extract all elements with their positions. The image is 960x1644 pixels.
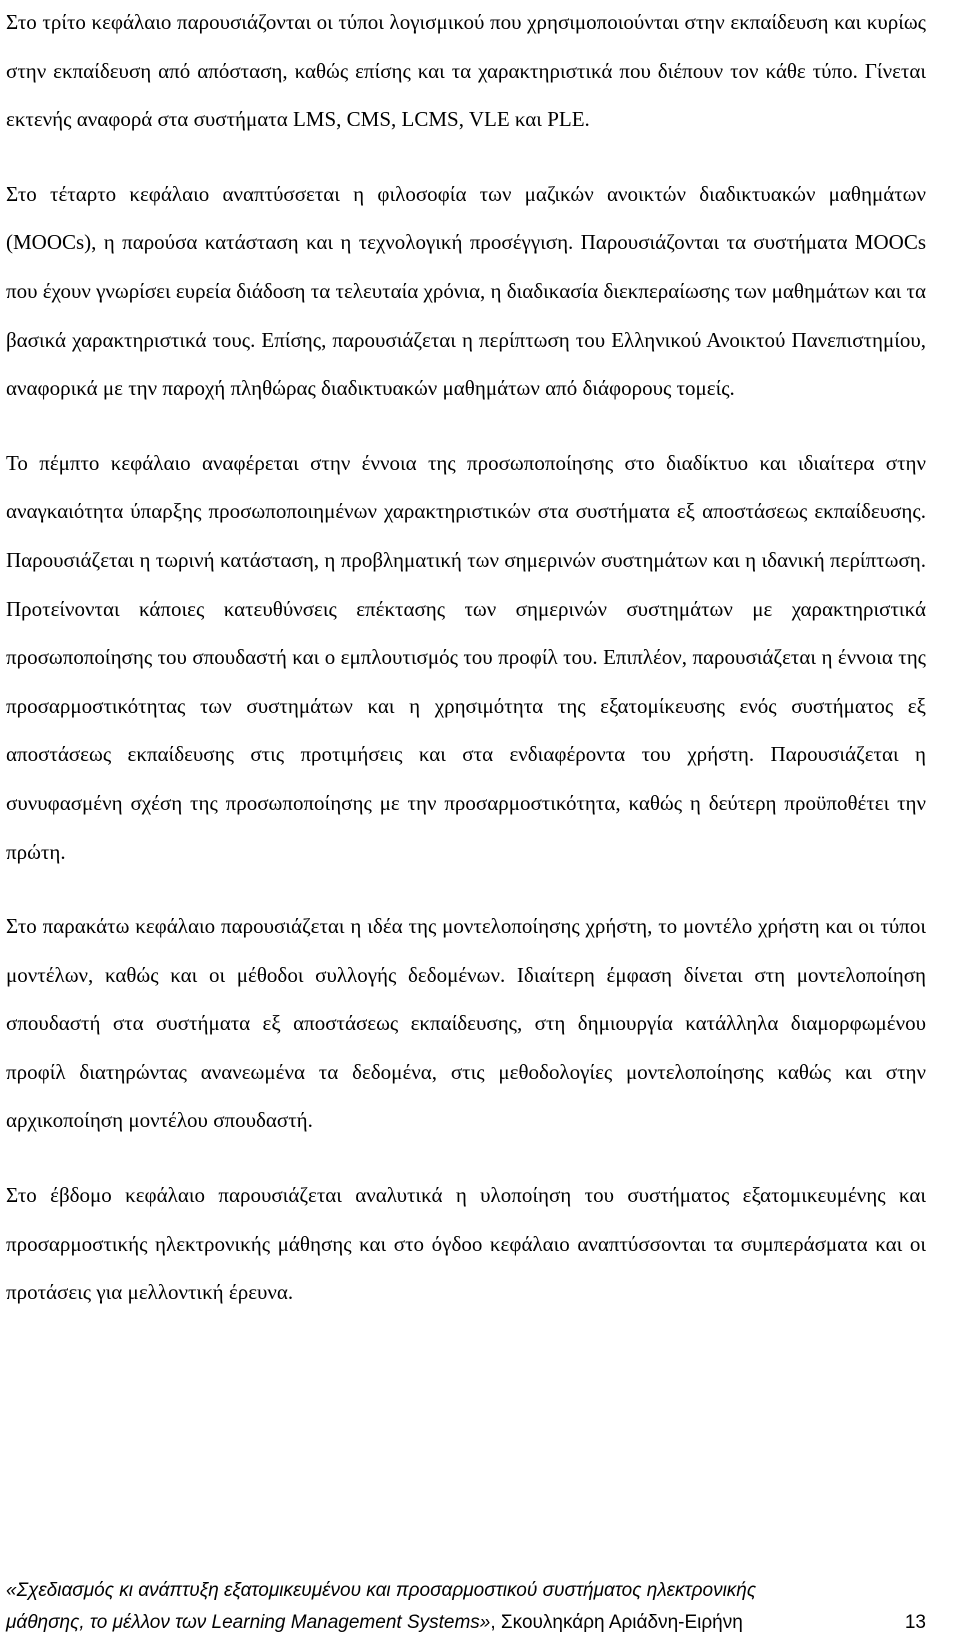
footer-title-line-2: μάθησης, το μέλλον των Learning Management Systems» (6, 1612, 491, 1633)
footer-author: , Σκουληκάρη Αριάδνη-Ειρήνη (490, 1612, 743, 1633)
paragraph-spacer (6, 413, 926, 439)
paragraph-chapter-5: Το πέμπτο κεφάλαιο αναφέρεται στην έννοια της προσωποποίησης στο διαδίκτυο και ιδιαίτερα στην αναγκαιότητα ύπαρξης προσωποποιημένων χαρακτηριστικών στα συστήματα εξ αποστάσεως εκπαίδευσης. Παρουσιάζεται η τωρινή κατάσταση, η προβληματική των σημερινών συστημάτων και η ιδανική περίπτωση. Προτείνονται κάποιες κατευθύνσεις επέκτασης των σημερινών συστημάτων με χαρακτηριστικά προσωποποίησης του σπουδαστή και ο εμπλουτισμός του προφίλ του. Επιπλέον, παρουσιάζεται η έννοια της προσαρμοστικότητας των συστημάτων και η χρησιμότητα της εξατομίκευσης ενός συστήματος εξ αποστάσεως εκπαίδευσης στις προτιμήσεις και στα ενδιαφέροντα του χρήστη. Παρουσιάζεται η συνυφασμένη σχέση της προσωποποίησης με την προσαρμοστικότητα, καθώς η δεύτερη προϋποθέτει την πρώτη. (6, 450, 926, 864)
document-page (6, 0, 926, 1317)
paragraph-spacer (6, 876, 926, 902)
paragraph-chapter-7-8: Στο έβδομο κεφάλαιο παρουσιάζεται αναλυτικά η υλοποίηση του συστήματος εξατομικευμένης και προσαρμοστικής ηλεκτρονικής μάθησης και στο όγδοο κεφάλαιο αναπτύσσονται τα συμπεράσματα και οι προτάσεις για μελλοντική έρευνα. (6, 1183, 926, 1305)
page-number: 13 (904, 1612, 926, 1633)
paragraph-chapter-6: Στο παρακάτω κεφάλαιο παρουσιάζεται η ιδέα της μοντελοποίησης χρήστη, το μοντέλο χρήστη και οι τύποι μοντέλων, καθώς και οι μέθοδοι συλλογής δεδομένων. Ιδιαίτερη έμφαση δίνεται στη μοντελοποίηση σπουδαστή στα συστήματα εξ αποστάσεως εκπαίδευσης, στη δημιουργία κατάλληλα διαμορφωμένου προφίλ διατηρώντας ανανεωμένα τα δεδομένα, στις μεθοδολογίες μοντελοποίησης καθώς και στην αρχικοποίηση μοντέλου σπουδαστή. (6, 914, 926, 1133)
paragraph-chapter-3: Στο τρίτο κεφάλαιο παρουσιάζονται οι τύποι λογισμικού που χρησιμοποιούνται στην εκπαίδευση και κυρίως στην εκπαίδευση από απόσταση, καθώς επίσης και τα χαρακτηριστικά που διέπουν τον κάθε τύπο. Γίνεται εκτενής αναφορά στα συστήματα LMS, CMS, LCMS, VLE και PLE. (6, 10, 926, 132)
paragraph-spacer (6, 1145, 926, 1171)
paragraph-chapter-4: Στο τέταρτο κεφάλαιο αναπτύσσεται η φιλοσοφία των μαζικών ανοικτών διαδικτυακών μαθημάτων (MOOCs), η παρούσα κατάσταση και η τεχνολογική προσέγγιση. Παρουσιάζονται τα συστήματα MOOCs που έχουν γνωρίσει ευρεία διάδοση τα τελευταία χρόνια, η διαδικασία διεκπεραίωσης των μαθημάτων και τα βασικά χαρακτηριστικά τους. Επίσης, παρουσιάζεται η περίπτωση του Ελληνικού Ανοικτού Πανεπιστημίου, αναφορικά με την παροχή πληθώρας διαδικτυακών μαθημάτων από διάφορους τομείς. (6, 181, 926, 401)
paragraph-spacer (6, 144, 926, 170)
footer-line-2 (6, 1607, 926, 1639)
footer-title-line-1: «Σχεδιασμός κι ανάπτυξη εξατομικευμένου και προσαρμοστικού συστήματος ηλεκτρονικής (6, 1580, 757, 1601)
page-footer (6, 1575, 926, 1639)
